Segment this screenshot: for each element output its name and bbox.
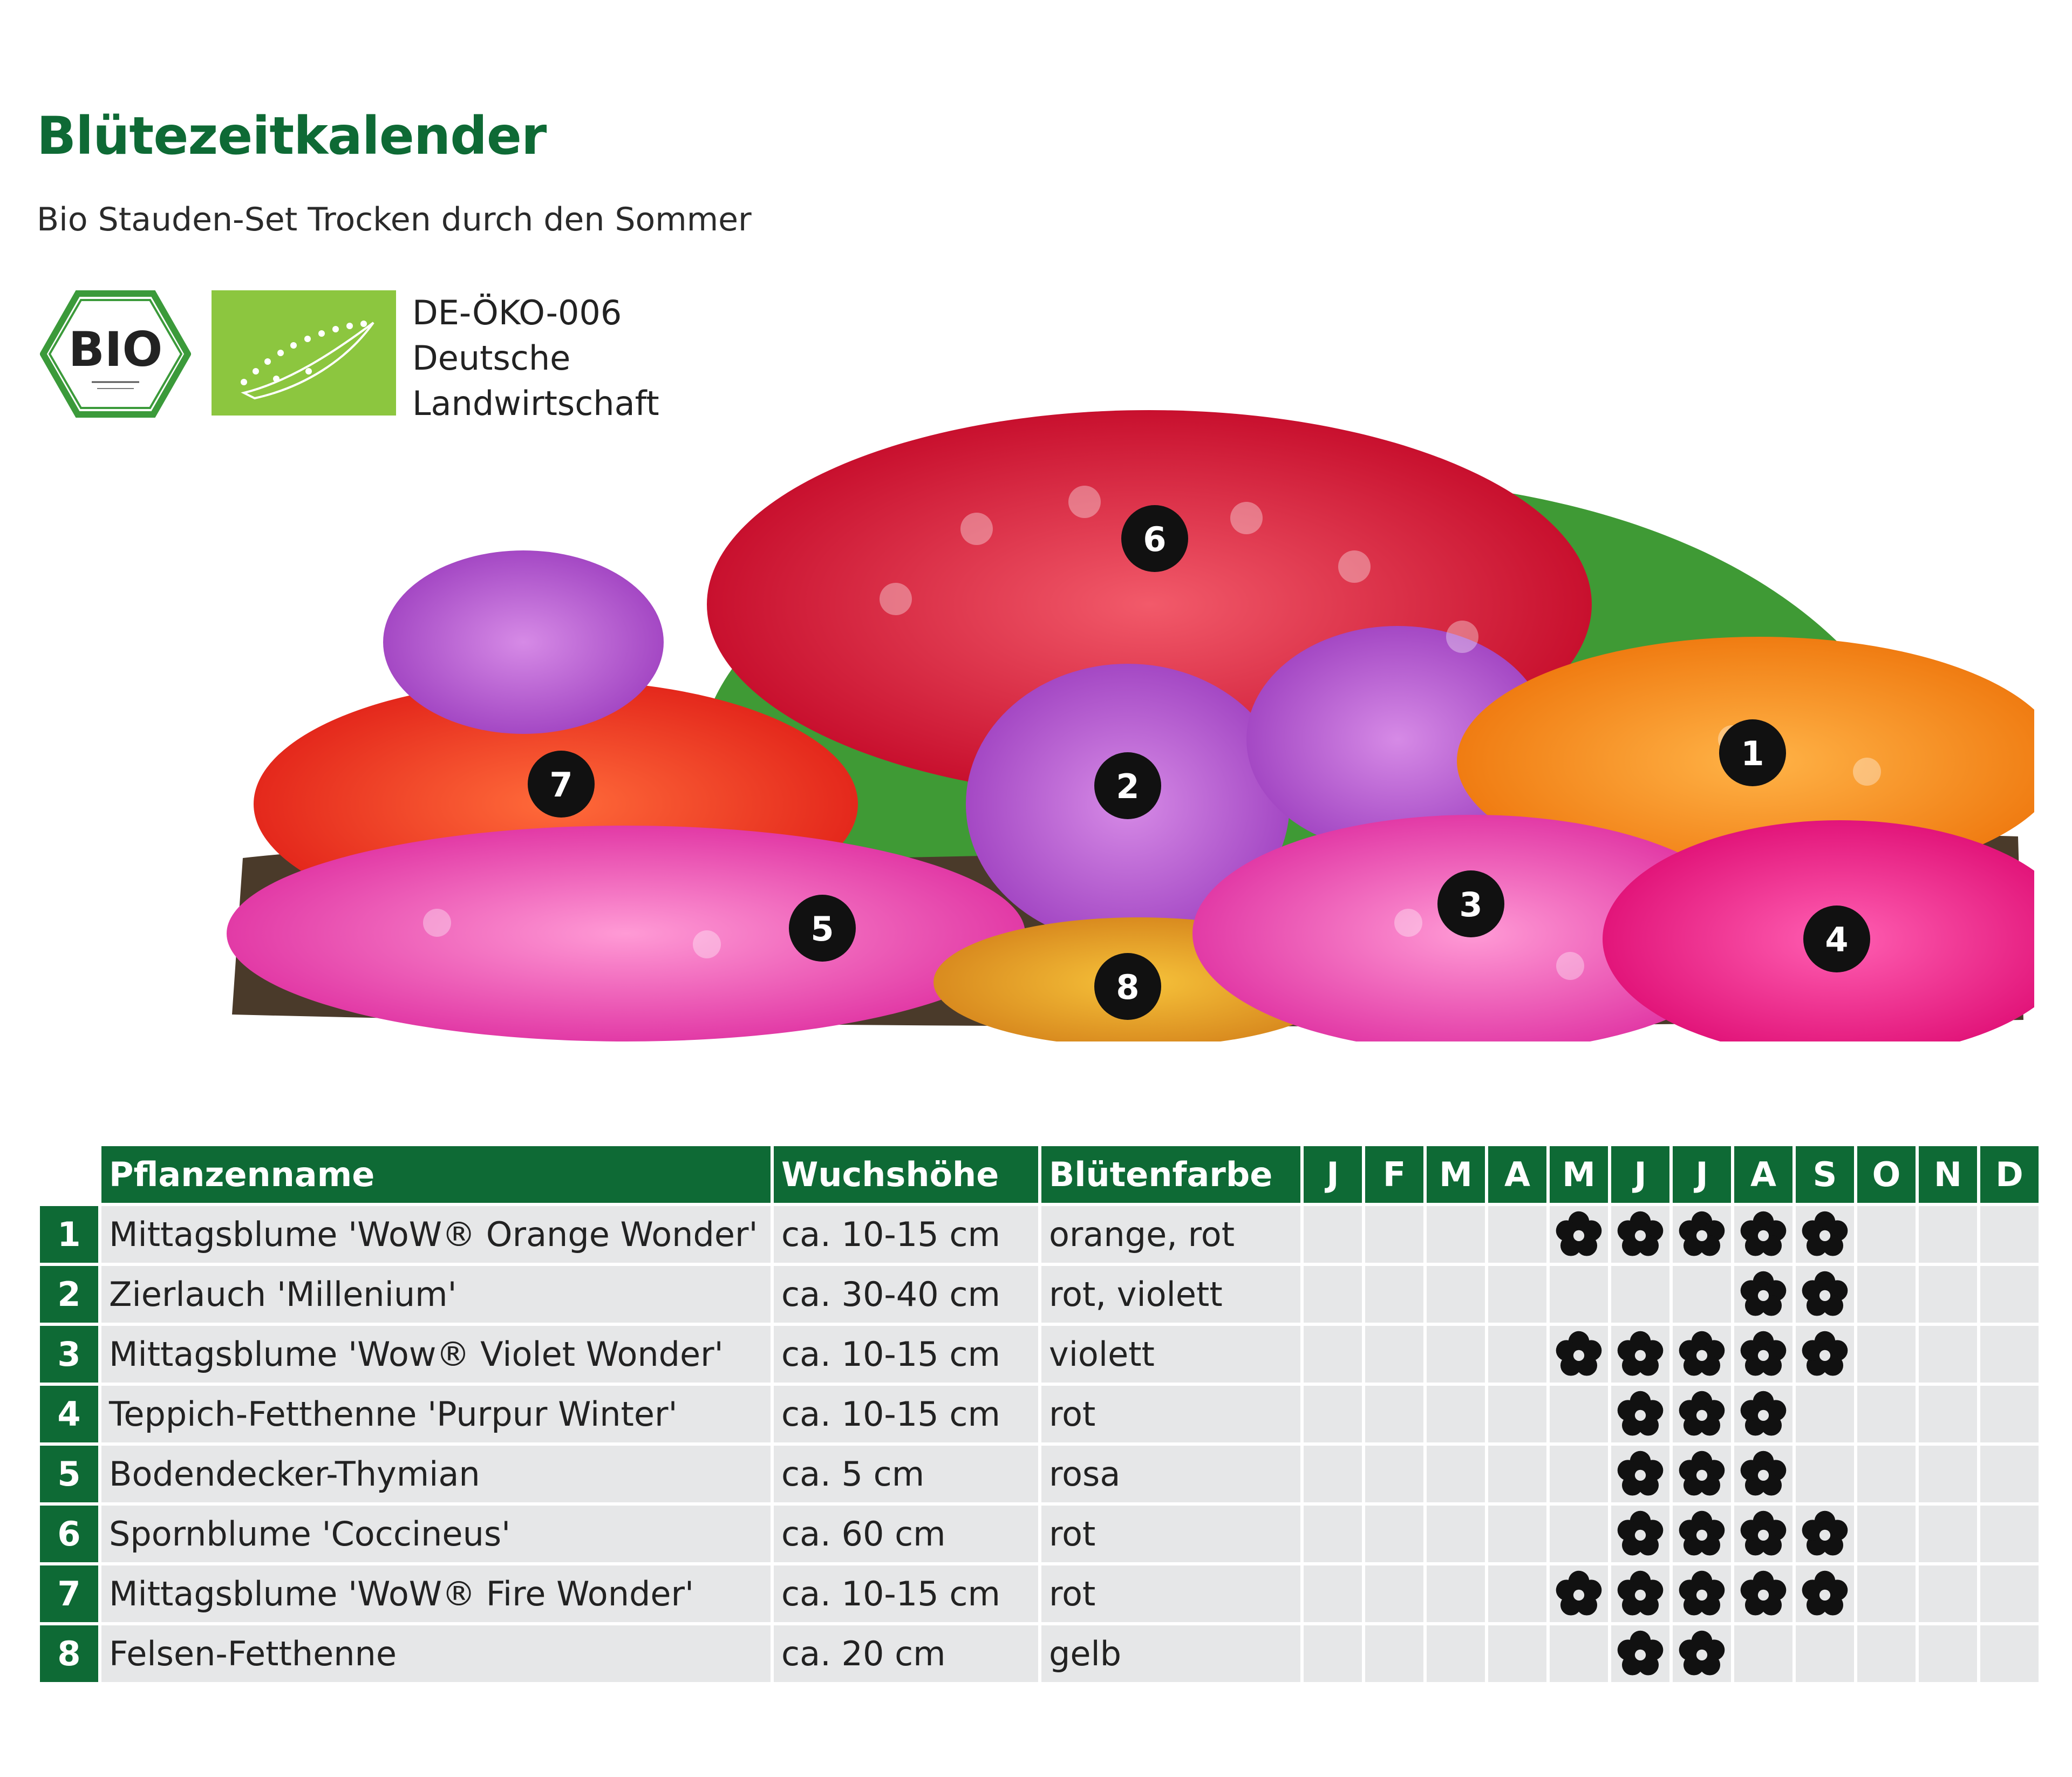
month-cell <box>1611 1326 1669 1383</box>
cert-line-3: Landwirtschaft <box>412 384 659 423</box>
month-cell <box>1673 1506 1731 1562</box>
month-cell <box>1365 1206 1423 1263</box>
bloom-flower-icon <box>1739 1572 1788 1611</box>
cert-line-2: Deutsche <box>412 338 571 378</box>
month-cell <box>1488 1506 1546 1562</box>
month-cell <box>1734 1625 1792 1682</box>
bloom-flower-icon <box>1616 1332 1665 1372</box>
svg-text:4: 4 <box>1825 920 1849 959</box>
month-cell <box>1550 1206 1608 1263</box>
svg-text:7: 7 <box>549 765 573 805</box>
month-cell <box>1304 1506 1362 1562</box>
col-header-month: J <box>1611 1146 1669 1203</box>
col-header-month: J <box>1673 1146 1731 1203</box>
svg-text:8: 8 <box>1116 968 1140 1007</box>
month-cell <box>1857 1565 1916 1622</box>
bloom-flower-icon <box>1616 1213 1665 1252</box>
bloom-flower-icon <box>1554 1572 1604 1611</box>
svg-text:3: 3 <box>1459 885 1483 924</box>
svg-text:6: 6 <box>1143 520 1167 559</box>
month-cell <box>1734 1206 1792 1263</box>
flower-color-cell: rot, violett <box>1041 1266 1300 1323</box>
month-cell <box>1365 1625 1423 1682</box>
month-cell <box>1796 1446 1854 1502</box>
flower-color-cell: rot <box>1041 1565 1300 1622</box>
bloom-flower-icon <box>1616 1572 1665 1611</box>
month-cell <box>1304 1565 1362 1622</box>
month-cell <box>1427 1326 1485 1383</box>
month-cell <box>1550 1506 1608 1562</box>
month-cell <box>1550 1386 1608 1442</box>
month-cell <box>1857 1446 1916 1502</box>
table-row <box>40 1506 2039 1562</box>
col-header-name: Pflanzenname <box>101 1146 771 1203</box>
month-cell <box>1673 1206 1731 1263</box>
col-header-month: F <box>1365 1146 1423 1203</box>
month-cell <box>1488 1446 1546 1502</box>
garden-bed-illustration <box>221 394 2034 1041</box>
growth-height-cell: ca. 30-40 cm <box>774 1266 1038 1323</box>
marker-1 <box>1719 719 1786 786</box>
col-header-month: A <box>1734 1146 1792 1203</box>
table-row <box>40 1446 2039 1502</box>
bloom-flower-icon <box>1677 1392 1727 1432</box>
month-cell <box>1980 1386 2039 1442</box>
month-cell <box>1611 1386 1669 1442</box>
month-cell <box>1488 1386 1546 1442</box>
table-row <box>40 1625 2039 1682</box>
month-cell <box>1734 1266 1792 1323</box>
month-cell <box>1919 1266 1977 1323</box>
bloom-flower-icon <box>1739 1213 1788 1252</box>
growth-height-cell: ca. 10-15 cm <box>774 1206 1038 1263</box>
month-cell <box>1427 1506 1485 1562</box>
col-header-month: S <box>1796 1146 1854 1203</box>
month-cell <box>1796 1625 1854 1682</box>
month-cell <box>1427 1386 1485 1442</box>
month-cell <box>1919 1386 1977 1442</box>
flower-color-cell: rosa <box>1041 1446 1300 1502</box>
col-header-month: O <box>1857 1146 1916 1203</box>
page-subtitle: Bio Stauden-Set Trocken durch den Sommer <box>37 201 752 239</box>
month-cell <box>1611 1506 1669 1562</box>
month-cell <box>1734 1386 1792 1442</box>
month-cell <box>1427 1565 1485 1622</box>
month-cell <box>1611 1206 1669 1263</box>
month-cell <box>1734 1326 1792 1383</box>
marker-2 <box>1094 752 1161 819</box>
month-cell <box>1427 1446 1485 1502</box>
month-cell <box>1304 1386 1362 1442</box>
month-cell <box>1304 1446 1362 1502</box>
month-cell <box>1488 1625 1546 1682</box>
month-cell <box>1304 1625 1362 1682</box>
table-row <box>40 1266 2039 1323</box>
table-row <box>40 1326 2039 1383</box>
month-cell <box>1550 1625 1608 1682</box>
col-header-month: D <box>1980 1146 2039 1203</box>
plant-5-thyme <box>227 826 1025 1041</box>
month-cell <box>1919 1206 1977 1263</box>
month-cell <box>1796 1206 1854 1263</box>
row-number: 4 <box>40 1386 98 1442</box>
marker-6 <box>1121 505 1188 572</box>
col-header-month: M <box>1427 1146 1485 1203</box>
marker-8 <box>1094 953 1161 1020</box>
month-cell <box>1919 1446 1977 1502</box>
plant-name-cell: Teppich-Fetthenne 'Purpur Winter' <box>101 1386 771 1442</box>
bloom-flower-icon <box>1800 1213 1850 1252</box>
row-number: 5 <box>40 1446 98 1502</box>
bloom-flower-icon <box>1800 1572 1850 1611</box>
col-header-month: N <box>1919 1146 1977 1203</box>
month-cell <box>1673 1386 1731 1442</box>
plant-name-cell: Spornblume 'Coccineus' <box>101 1506 771 1562</box>
month-cell <box>1550 1326 1608 1383</box>
bloom-flower-icon <box>1677 1632 1727 1671</box>
bloom-flower-icon <box>1800 1512 1850 1551</box>
row-number: 3 <box>40 1326 98 1383</box>
bloom-flower-icon <box>1677 1452 1727 1492</box>
col-header-month: A <box>1488 1146 1546 1203</box>
col-header-month: M <box>1550 1146 1608 1203</box>
month-cell <box>1734 1565 1792 1622</box>
flower-color-cell: violett <box>1041 1326 1300 1383</box>
col-header-month: J <box>1304 1146 1362 1203</box>
bloom-flower-icon <box>1739 1452 1788 1492</box>
bloom-flower-icon <box>1800 1332 1850 1372</box>
bloom-flower-icon <box>1739 1332 1788 1372</box>
bio-seal-text: BIO <box>68 322 163 377</box>
month-cell <box>1919 1625 1977 1682</box>
col-header-height: Wuchshöhe <box>774 1146 1038 1203</box>
month-cell <box>1980 1565 2039 1622</box>
month-cell <box>1550 1565 1608 1622</box>
month-cell <box>1611 1625 1669 1682</box>
month-cell <box>1980 1446 2039 1502</box>
month-cell <box>1673 1446 1731 1502</box>
month-cell <box>1304 1266 1362 1323</box>
month-cell <box>1365 1266 1423 1323</box>
flower-color-cell: rot <box>1041 1386 1300 1442</box>
row-number: 1 <box>40 1206 98 1263</box>
month-cell <box>1611 1446 1669 1502</box>
bio-seal-logo <box>40 290 191 418</box>
month-cell <box>1980 1625 2039 1682</box>
month-cell <box>1857 1386 1916 1442</box>
month-cell <box>1488 1565 1546 1622</box>
month-cell <box>1796 1326 1854 1383</box>
month-cell <box>1550 1266 1608 1323</box>
month-cell <box>1980 1206 2039 1263</box>
bloom-flower-icon <box>1739 1512 1788 1551</box>
bloom-flower-icon <box>1739 1392 1788 1432</box>
month-cell <box>1734 1506 1792 1562</box>
month-cell <box>1673 1266 1731 1323</box>
month-cell <box>1365 1386 1423 1442</box>
month-cell <box>1673 1625 1731 1682</box>
bloom-flower-icon <box>1554 1332 1604 1372</box>
plant-name-cell: Bodendecker-Thymian <box>101 1446 771 1502</box>
month-cell <box>1427 1625 1485 1682</box>
month-cell <box>1365 1506 1423 1562</box>
plant-name-cell: Mittagsblume 'Wow® Violet Wonder' <box>101 1326 771 1383</box>
month-cell <box>1796 1386 1854 1442</box>
row-number: 8 <box>40 1625 98 1682</box>
month-cell <box>1365 1446 1423 1502</box>
plant-name-cell: Zierlauch 'Millenium' <box>101 1266 771 1323</box>
bloom-flower-icon <box>1800 1272 1850 1312</box>
bloom-flower-icon <box>1677 1332 1727 1372</box>
month-cell <box>1919 1506 1977 1562</box>
month-cell <box>1857 1206 1916 1263</box>
cert-code: DE-ÖKO-006 <box>412 293 622 332</box>
svg-text:1: 1 <box>1741 734 1764 773</box>
month-cell <box>1304 1326 1362 1383</box>
marker-7 <box>528 751 595 818</box>
month-cell <box>1980 1506 2039 1562</box>
growth-height-cell: ca. 10-15 cm <box>774 1326 1038 1383</box>
month-cell <box>1796 1565 1854 1622</box>
month-cell <box>1857 1326 1916 1383</box>
bloom-flower-icon <box>1616 1512 1665 1551</box>
month-cell <box>1365 1326 1423 1383</box>
month-cell <box>1488 1266 1546 1323</box>
row-number: 7 <box>40 1565 98 1622</box>
month-cell <box>1919 1565 1977 1622</box>
growth-height-cell: ca. 10-15 cm <box>774 1565 1038 1622</box>
marker-5 <box>789 895 856 962</box>
month-cell <box>1427 1206 1485 1263</box>
month-cell <box>1673 1565 1731 1622</box>
month-cell <box>1857 1266 1916 1323</box>
table-row <box>40 1565 2039 1622</box>
table-row <box>40 1386 2039 1442</box>
month-cell <box>1857 1506 1916 1562</box>
month-cell <box>1857 1625 1916 1682</box>
bloom-flower-icon <box>1616 1452 1665 1492</box>
growth-height-cell: ca. 20 cm <box>774 1625 1038 1682</box>
svg-text:5: 5 <box>810 909 834 949</box>
page-title: Blütezeitkalender <box>37 106 547 166</box>
growth-height-cell: ca. 5 cm <box>774 1446 1038 1502</box>
month-cell <box>1550 1446 1608 1502</box>
flower-color-cell: rot <box>1041 1506 1300 1562</box>
month-cell <box>1980 1326 2039 1383</box>
bloom-flower-icon <box>1616 1632 1665 1671</box>
month-cell <box>1611 1266 1669 1323</box>
bloom-calendar-table <box>37 1143 2042 1685</box>
month-cell <box>1611 1565 1669 1622</box>
table-row <box>40 1206 2039 1263</box>
flower-color-cell: orange, rot <box>1041 1206 1300 1263</box>
bloom-flower-icon <box>1616 1392 1665 1432</box>
month-cell <box>1796 1266 1854 1323</box>
marker-4 <box>1803 905 1870 972</box>
col-header-color: Blütenfarbe <box>1041 1146 1300 1203</box>
month-cell <box>1673 1326 1731 1383</box>
bloom-flower-icon <box>1677 1213 1727 1252</box>
bloom-flower-icon <box>1677 1512 1727 1551</box>
plant-name-cell: Mittagsblume 'WoW® Orange Wonder' <box>101 1206 771 1263</box>
marker-3 <box>1437 870 1504 937</box>
month-cell <box>1488 1326 1546 1383</box>
row-number: 6 <box>40 1506 98 1562</box>
row-number: 2 <box>40 1266 98 1323</box>
month-cell <box>1919 1326 1977 1383</box>
flower-color-cell: gelb <box>1041 1625 1300 1682</box>
plant-name-cell: Mittagsblume 'WoW® Fire Wonder' <box>101 1565 771 1622</box>
month-cell <box>1427 1266 1485 1323</box>
bloom-flower-icon <box>1677 1572 1727 1611</box>
month-cell <box>1796 1506 1854 1562</box>
month-cell <box>1980 1266 2039 1323</box>
table-header-row <box>40 1146 2039 1203</box>
month-cell <box>1734 1446 1792 1502</box>
month-cell <box>1488 1206 1546 1263</box>
growth-height-cell: ca. 10-15 cm <box>774 1386 1038 1442</box>
svg-text:2: 2 <box>1116 767 1140 806</box>
bloom-flower-icon <box>1554 1213 1604 1252</box>
growth-height-cell: ca. 60 cm <box>774 1506 1038 1562</box>
month-cell <box>1304 1206 1362 1263</box>
month-cell <box>1365 1565 1423 1622</box>
bloom-flower-icon <box>1739 1272 1788 1312</box>
plant-name-cell: Felsen-Fetthenne <box>101 1625 771 1682</box>
